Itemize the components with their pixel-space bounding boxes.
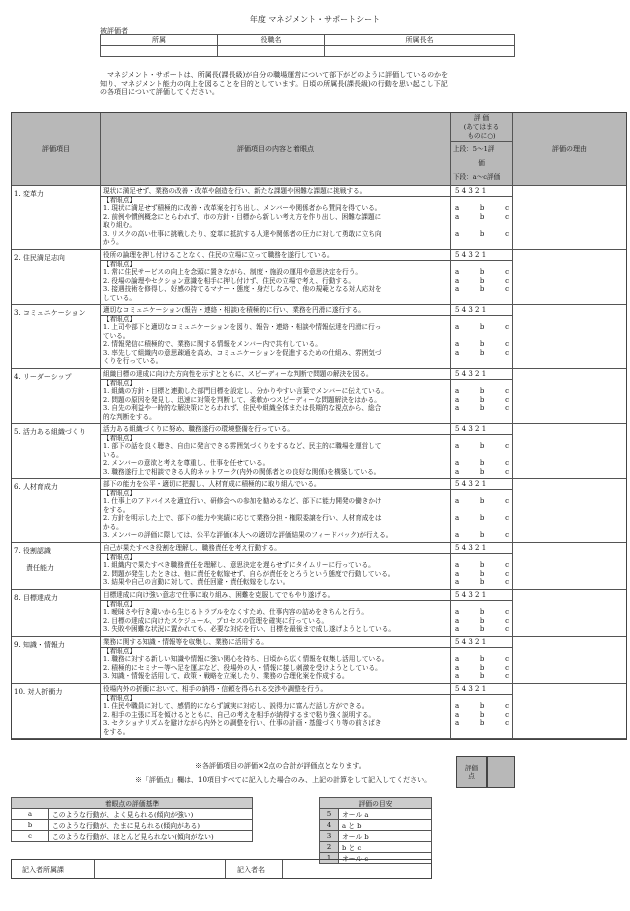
content-line: をする。 xyxy=(103,505,130,514)
section-name: 7. 役割認識 xyxy=(14,547,51,555)
abc-option[interactable]: c xyxy=(505,655,509,663)
content-line: 1. 現状に満足せず積極的に改善・改革案を打ち出し、メンバーや関係者から賛同を得ている。 xyxy=(103,204,382,212)
content-line: 活力ある組織づくりに努め、職務遂行の環境整備を行っている。 xyxy=(103,425,294,433)
criteria-right-title: 評価の目安 xyxy=(320,798,432,809)
abc-option[interactable]: b xyxy=(479,340,485,348)
score-scale[interactable]: 5 4 3 2 1 xyxy=(455,187,487,195)
abc-option[interactable]: b xyxy=(479,578,485,586)
section-eval-10[interactable] xyxy=(451,684,513,739)
abc-option[interactable]: b xyxy=(479,719,485,727)
abc-option[interactable]: c xyxy=(505,608,509,616)
note-1: ※各評価項目の評価×2点の合計が評価点となります。 xyxy=(195,762,366,770)
scale-divider xyxy=(451,379,513,380)
score-scale[interactable]: 5 4 3 2 1 xyxy=(455,685,487,693)
section-eval-5[interactable] xyxy=(451,424,513,479)
content-line: 【着眼点】 xyxy=(103,195,136,204)
abc-option[interactable]: a xyxy=(455,204,460,212)
section-reason-10[interactable] xyxy=(513,684,626,739)
abc-choice-3[interactable] xyxy=(455,349,509,357)
abc-option[interactable]: a xyxy=(455,561,460,569)
abc-option[interactable]: c xyxy=(505,387,509,395)
abc-choice-1[interactable] xyxy=(455,608,509,616)
abc-choice-1[interactable] xyxy=(455,323,509,331)
abc-option[interactable]: b xyxy=(479,323,485,331)
section-name: 4. リーダーシップ xyxy=(14,373,72,381)
page-title: 年度 マネジメント・サポートシート xyxy=(249,15,381,24)
abc-option[interactable]: a xyxy=(455,459,460,467)
section-eval-1[interactable] xyxy=(451,186,513,250)
abc-choice-3[interactable] xyxy=(455,719,509,727)
abc-option[interactable]: a xyxy=(455,578,460,586)
section-content-3 xyxy=(101,305,451,369)
content-line: 業務に関する知識・情報等を収集し、業務に活用する。 xyxy=(103,638,268,646)
content-line: 【着眼点】 xyxy=(103,552,136,561)
content-line: 【着眼点】 xyxy=(103,488,136,497)
abc-option[interactable]: a xyxy=(455,531,460,539)
abc-choice-1[interactable] xyxy=(455,497,509,505)
section-content-1 xyxy=(101,186,451,250)
abc-option[interactable]: a xyxy=(455,710,460,719)
abc-option[interactable]: b xyxy=(479,395,485,404)
dept-input[interactable] xyxy=(94,860,226,878)
line-divider xyxy=(101,647,451,648)
abc-option[interactable]: c xyxy=(505,268,509,276)
score-scale[interactable]: 5 4 3 2 1 xyxy=(455,425,487,433)
section-content-10 xyxy=(101,684,451,739)
abc-option[interactable]: a xyxy=(455,672,460,680)
section-reason-1[interactable] xyxy=(513,186,626,250)
abc-choice-1[interactable] xyxy=(455,561,509,569)
abc-option[interactable]: c xyxy=(505,702,509,710)
abc-option[interactable]: a xyxy=(455,268,460,276)
content-line: 2. 問題の原因を発見し、迅速に対策を判断して、柔軟かつスピーディーな問題解決をはかる。 xyxy=(103,395,381,404)
abc-option[interactable]: b xyxy=(479,459,485,467)
abc-choice-3[interactable] xyxy=(455,625,509,633)
abc-choice-1[interactable] xyxy=(455,655,509,663)
abc-choice-3[interactable] xyxy=(455,531,509,539)
section-reason-6[interactable] xyxy=(513,479,626,543)
abc-option[interactable]: b xyxy=(479,497,485,505)
section-item-3 xyxy=(12,305,101,369)
abc-option[interactable]: b xyxy=(479,268,485,276)
abc-option[interactable]: b xyxy=(479,608,485,616)
abc-option[interactable]: a xyxy=(455,655,460,663)
abc-option[interactable]: b xyxy=(479,531,485,539)
evaluation-table xyxy=(11,112,627,740)
section-content-9 xyxy=(101,637,451,684)
line-divider xyxy=(101,196,451,197)
abc-option[interactable]: b xyxy=(479,625,485,633)
content-line: 2. メンバーの意欲と考えを尊重し、仕事を任せている。 xyxy=(103,459,270,467)
content-line: 3. 率先して組織内の意思疎通を高め、コミュニケーションを促進するための仕組み、雰囲気づ xyxy=(103,348,382,357)
section-content-8 xyxy=(101,590,451,637)
abc-option[interactable]: c xyxy=(505,625,509,633)
section-name: 5. 活力ある組織づくり xyxy=(14,428,86,436)
abc-option[interactable]: a xyxy=(455,497,460,505)
abc-option[interactable]: a xyxy=(455,719,460,727)
section-reason-7[interactable] xyxy=(513,543,626,590)
content-line: 的な判断をする。 xyxy=(103,412,156,421)
section-eval-3[interactable] xyxy=(451,305,513,369)
abc-choice-2[interactable] xyxy=(455,213,509,221)
section-reason-5[interactable] xyxy=(513,424,626,479)
scale-divider xyxy=(451,647,513,648)
abc-choice-2[interactable] xyxy=(455,617,509,625)
abc-option[interactable]: c xyxy=(505,514,509,522)
abc-option[interactable]: b xyxy=(479,467,485,476)
section-content-5 xyxy=(101,424,451,479)
scale-divider xyxy=(451,600,513,601)
eval-header: 評 価 (あてはまる ものに○) 上段：5〜1評 価 下段：a〜c評価 xyxy=(451,113,513,186)
section-name: 1. 変革力 xyxy=(14,190,44,198)
abc-option[interactable]: c xyxy=(505,616,509,625)
content-line: 【着眼点】 xyxy=(103,646,136,655)
manager-header: 所属長名 xyxy=(325,35,515,46)
scale-divider xyxy=(451,489,513,490)
score-scale[interactable]: 5 4 3 2 1 xyxy=(455,591,487,599)
abc-option[interactable]: c xyxy=(505,323,509,331)
abc-option[interactable]: c xyxy=(505,497,509,505)
section-name-2: 責任能力 xyxy=(26,564,54,572)
score-scale[interactable]: 5 4 3 2 1 xyxy=(455,480,487,488)
section-content-6 xyxy=(101,479,451,543)
abc-option[interactable]: b xyxy=(479,276,485,285)
content-line: をする。 xyxy=(103,727,130,736)
abc-option[interactable]: a xyxy=(455,276,460,285)
abc-choice-3[interactable] xyxy=(455,230,509,238)
content-line: 【着眼点】 xyxy=(103,378,136,387)
content-line: 2. 方針を明示した上で、部下の能力や実績に応じて業務分担・権限委譲を行い、人材育成をは xyxy=(103,514,382,522)
abc-option[interactable]: a xyxy=(455,212,460,221)
line-divider xyxy=(101,600,451,601)
abc-option[interactable]: c xyxy=(505,672,509,680)
abc-option[interactable]: c xyxy=(505,348,509,357)
abc-option[interactable]: b xyxy=(479,710,485,719)
score-scale[interactable]: 5 4 3 2 1 xyxy=(455,544,487,552)
content-line: している。 xyxy=(103,293,136,302)
content-line: 2. 役場の論理やセクション意識を相手に押し付けず、住民の立場で考え、行動する。 xyxy=(103,276,356,285)
abc-choice-1[interactable] xyxy=(455,204,509,212)
abc-option[interactable]: a xyxy=(455,569,460,578)
content-line: 目標達成に向け強い意志で仕事に取り組み、困難を克服してでもやり遂げる。 xyxy=(103,591,335,599)
abc-choice-3[interactable] xyxy=(455,285,509,293)
abc-choice-2[interactable] xyxy=(455,711,509,719)
signature-row xyxy=(11,859,432,879)
abc-option[interactable]: a xyxy=(455,348,460,357)
abc-option[interactable]: a xyxy=(455,340,460,348)
content-line: 役場内外の折衝において、相手の納得・信頼を得られる交渉や調整を行う。 xyxy=(103,685,328,693)
abc-option[interactable]: a xyxy=(455,395,460,404)
content-line: 1. 職務に対する新しい知識や情報に強い関心を持ち、日頃から広く情報を収集し活用している。 xyxy=(103,655,389,663)
abc-option[interactable]: a xyxy=(455,442,460,450)
section-reason-2[interactable] xyxy=(513,250,626,305)
abc-option[interactable]: b xyxy=(479,561,485,569)
abc-option[interactable]: c xyxy=(505,229,509,238)
evaluatee-table xyxy=(100,34,515,57)
abc-option[interactable]: a xyxy=(455,616,460,625)
abc-choice-2[interactable] xyxy=(455,459,509,467)
abc-choice-1[interactable] xyxy=(455,702,509,710)
abc-option[interactable]: c xyxy=(505,212,509,221)
abc-choice-2[interactable] xyxy=(455,664,509,672)
abc-option[interactable]: b xyxy=(479,442,485,450)
score-scale[interactable]: 5 4 3 2 1 xyxy=(455,638,487,646)
abc-option[interactable]: a xyxy=(455,285,460,293)
abc-option[interactable]: a xyxy=(455,229,460,238)
line-divider xyxy=(101,434,451,435)
abc-option[interactable]: b xyxy=(479,285,485,293)
content-line: 組織目標の達成に向けた方向性を示すとともに、スピーディーな判断で問題の解決を図る。 xyxy=(103,370,373,378)
content-line: 2. 問題が発生したときは、他に責任を転嫁せず、自らが責任をとろうという態度で行動している。 xyxy=(103,569,395,578)
abc-option[interactable]: b xyxy=(479,387,485,395)
abc-option[interactable]: b xyxy=(479,229,485,238)
content-line: 1. 組織内で果たすべき職務責任を理解し、意思決定を遅らせずにタイムリーに行っている。 xyxy=(103,561,375,569)
content-line: 1. 仕事上のアドバイスを適宜行い、研修会への参加を勧めるなど、部下に能力開発の働きかけ xyxy=(103,497,382,505)
section-name: 8. 目標達成力 xyxy=(14,594,58,602)
abc-option[interactable]: b xyxy=(479,569,485,578)
abc-option[interactable]: b xyxy=(479,204,485,212)
scale-divider xyxy=(451,434,513,435)
abc-option[interactable]: b xyxy=(479,655,485,663)
content-line: 2. 積極的にセミナー等へ足を運ぶなど、役場外の人・情報に接し刺激を受けようとしている。 xyxy=(103,663,382,672)
content-line: ている。 xyxy=(103,331,130,340)
section-reason-4[interactable] xyxy=(513,369,626,424)
abc-choice-3[interactable] xyxy=(455,468,509,476)
abc-option[interactable]: c xyxy=(505,459,509,467)
content-line: 部下の能力を公平・適切に把握し、人材育成に積極的に取り組んでいる。 xyxy=(103,480,321,488)
score-field[interactable] xyxy=(487,756,515,788)
content-line: 現状に満足せず、業務の改善・改革や創造を行い、新たな課題や困難な課題に挑戦する。 xyxy=(103,187,367,195)
abc-option[interactable]: a xyxy=(455,467,460,476)
section-content-7 xyxy=(101,543,451,590)
section-reason-8[interactable] xyxy=(513,590,626,637)
position-field[interactable] xyxy=(218,46,325,57)
content-line: 取り組む。 xyxy=(103,221,136,229)
intro-text: マネジメント・サポートは、所属長(課長級)が自分の職場運営について部下がどのように評価しているのかを 知り、マネジメント能力の向上を図ることを目的としています。日頃の所属長(課長級)の行動を思い起こし下記 の各項目について評価してください。 xyxy=(100,71,449,96)
section-item-10 xyxy=(12,684,101,739)
abc-option[interactable]: c xyxy=(505,276,509,285)
content-line: 2. 情報発信に積極的で、業務に関する情報をメンバー内で共有している。 xyxy=(103,340,322,348)
abc-option[interactable]: a xyxy=(455,387,460,395)
dept-header: 所属 xyxy=(101,35,218,46)
content-line: 1. 部下の話を良く聴き、自由に発言できる雰囲気づくりをするなど、民主的に職場を運営して xyxy=(103,442,382,450)
section-reason-9[interactable] xyxy=(513,637,626,684)
content-line: 【着眼点】 xyxy=(103,433,136,442)
item-header: 評価項目 xyxy=(12,113,101,186)
content-line: 3. 結果や自己の言動に対して、責任回避・責任転嫁をしない。 xyxy=(103,578,290,586)
content-line: くりを行っている。 xyxy=(103,357,163,365)
score-scale[interactable]: 5 4 3 2 1 xyxy=(455,370,487,378)
criteria-left-table: 着眼点の評価基準 a このような行動が、よく見られる(傾向が強い) b このような行動が、たまに見られる(傾向がある) c このような行動が、ほとんど見られない(傾向がない) xyxy=(11,797,253,842)
abc-option[interactable]: c xyxy=(505,204,509,212)
abc-option[interactable]: a xyxy=(455,514,460,522)
abc-option[interactable]: a xyxy=(455,404,460,412)
abc-option[interactable]: b xyxy=(479,404,485,412)
line-divider xyxy=(101,694,451,695)
abc-option[interactable]: a xyxy=(455,702,460,710)
section-item-2 xyxy=(12,250,101,305)
line-divider xyxy=(101,379,451,380)
content-line: 1. 曖昧さや行き違いから生じるトラブルをなくすため、仕事内容の詰めをきちんと行う。 xyxy=(103,608,369,616)
abc-option[interactable]: b xyxy=(479,348,485,357)
content-line: 1. 上司や部下と適切なコミュニケーションを図り、報告・連絡・相談や情報伝達を円滑に行っ xyxy=(103,323,382,331)
section-item-7 xyxy=(12,543,101,590)
reason-header: 評価の理由 xyxy=(513,113,626,186)
scale-divider xyxy=(451,553,513,554)
content-line: かう。 xyxy=(103,238,123,246)
content-line: 3. 自先の利益や一時的な解決策にとらわれず、住民や組織全体または長期的な視点から、総合 xyxy=(103,404,382,412)
abc-option[interactable]: c xyxy=(505,710,509,719)
section-name: 9. 知識・情報力 xyxy=(14,641,65,649)
abc-option[interactable]: a xyxy=(455,608,460,616)
section-name: 3. コミュニケーション xyxy=(14,309,86,317)
abc-choice-2[interactable] xyxy=(455,396,509,404)
manager-field[interactable] xyxy=(325,46,515,57)
abc-option[interactable]: c xyxy=(505,663,509,672)
section-eval-6[interactable] xyxy=(451,479,513,543)
content-line: 2. 相手の主張に耳を傾けるとともに、自己の考えを相手が納得するまで粘り強く説明する。 xyxy=(103,710,376,719)
content-line: かる。 xyxy=(103,522,123,531)
content-header: 評価項目の内容と着眼点 xyxy=(101,113,451,186)
section-item-8 xyxy=(12,590,101,637)
abc-option[interactable]: b xyxy=(479,616,485,625)
criteria-left-title: 着眼点の評価基準 xyxy=(12,798,253,809)
score-scale[interactable]: 5 4 3 2 1 xyxy=(455,306,487,314)
content-line: 【着眼点】 xyxy=(103,693,136,702)
content-line: いる。 xyxy=(103,450,123,459)
name-input[interactable] xyxy=(282,860,432,878)
line-divider xyxy=(101,489,451,490)
abc-choice-1[interactable] xyxy=(455,268,509,276)
line-divider xyxy=(101,553,451,554)
abc-choice-1[interactable] xyxy=(455,442,509,450)
abc-option[interactable]: b xyxy=(479,663,485,672)
section-name: 2. 住民満足志向 xyxy=(14,254,65,262)
abc-option[interactable]: c xyxy=(505,395,509,404)
abc-choice-3[interactable] xyxy=(455,578,509,586)
abc-option[interactable]: c xyxy=(505,404,509,412)
name-label: 記入者名 xyxy=(237,866,265,874)
evaluatee-label: 被評価者 xyxy=(100,27,128,35)
content-line: 2. 前例や慣例概念にとらわれず、市の方針・目標から新しい考え方を作り出し、困難な課題に xyxy=(103,212,382,221)
abc-option[interactable]: a xyxy=(455,625,460,633)
line-divider xyxy=(101,260,451,261)
content-line: 3. リスクの高い仕事に挑戦したり、変革に抵抗する人達や関係者の圧力に対して勇敢に立ち向 xyxy=(103,229,382,238)
abc-option[interactable]: c xyxy=(505,340,509,348)
abc-option[interactable]: c xyxy=(505,442,509,450)
abc-choice-3[interactable] xyxy=(455,404,509,412)
abc-option[interactable]: c xyxy=(505,561,509,569)
scale-divider xyxy=(451,196,513,197)
section-item-6 xyxy=(12,479,101,543)
abc-option[interactable]: c xyxy=(505,531,509,539)
section-reason-3[interactable] xyxy=(513,305,626,369)
abc-choice-2[interactable] xyxy=(455,514,509,522)
score-label: 評価点 xyxy=(456,756,487,788)
content-line: 3. メンバーの評価に際しては、公平な評価(本人への適切な評価結果のフィードバック)が行える。 xyxy=(103,531,393,539)
content-line: 役所の論理を押し付けることなく、住民の立場に立って職務を遂行している。 xyxy=(103,251,334,259)
abc-choice-2[interactable] xyxy=(455,570,509,578)
content-line: 【着眼点】 xyxy=(103,599,136,608)
abc-option[interactable]: c xyxy=(505,569,509,578)
scale-divider xyxy=(451,260,513,261)
dept-field[interactable] xyxy=(101,46,218,57)
position-header: 役職名 xyxy=(218,35,325,46)
abc-option[interactable]: b xyxy=(479,672,485,680)
criteria-right-table: 評価の目安 5 オール a 4 a と b 3 オール b 2 b と c 1 オール c xyxy=(319,797,432,864)
content-line: 3. 失敗や困難な状況に置かれても、必要な対応を行い、目標を最後まで成し遂げようとしている。 xyxy=(103,625,395,633)
section-item-4 xyxy=(12,369,101,424)
abc-option[interactable]: b xyxy=(479,212,485,221)
dept-label: 記入者所属課 xyxy=(22,866,64,874)
section-eval-2[interactable] xyxy=(451,250,513,305)
abc-option[interactable]: c xyxy=(505,467,509,476)
section-name: 6. 人材育成力 xyxy=(14,483,58,491)
content-line: 1. 住民や職員に対して、感情的にならず誠実に対応し、説得力に富んだ話し方ができる。 xyxy=(103,702,369,710)
note-2: ※「評価点」欄は、10項目すべてに記入した場合のみ、上記の計算をして記入してください。 xyxy=(135,776,432,784)
content-line: 【着眼点】 xyxy=(103,259,136,268)
content-line: 3. 職務遂行上で相談できる人的ネットワーク(内外の関係者との良好な関係)を構築している。 xyxy=(103,467,381,476)
abc-option[interactable]: b xyxy=(479,702,485,710)
abc-option[interactable]: b xyxy=(479,514,485,522)
content-line: 3. セクショナリズムを避けながら内外との調整を行い、仕事の計画・基盤づくり等の前さばき xyxy=(103,719,382,727)
scale-divider xyxy=(451,315,513,316)
section-eval-8[interactable] xyxy=(451,590,513,637)
section-item-5 xyxy=(12,424,101,479)
section-eval-7[interactable] xyxy=(451,543,513,590)
abc-option[interactable]: c xyxy=(505,285,509,293)
content-line: 適切なコミュニケーション(報告・連絡・相談)を積極的に行い、業務を円滑に遂行する。 xyxy=(103,306,365,314)
section-item-9 xyxy=(12,637,101,684)
abc-option[interactable]: a xyxy=(455,663,460,672)
content-line: 1. 常に住民サービスの向上を念頭に置きながら、制度・施設の運用や意思決定を行う。 xyxy=(103,268,362,276)
section-content-2 xyxy=(101,250,451,305)
scale-divider xyxy=(451,694,513,695)
abc-option[interactable]: c xyxy=(505,578,509,586)
content-line: 2. 目標の達成に向けたスケジュール、プロセスの管理を確実に行っている。 xyxy=(103,616,329,625)
section-name: 10. 対人折衝力 xyxy=(14,688,63,696)
score-scale[interactable]: 5 4 3 2 1 xyxy=(455,251,487,259)
section-eval-4[interactable] xyxy=(451,369,513,424)
abc-option[interactable]: c xyxy=(505,719,509,727)
section-content-4 xyxy=(101,369,451,424)
content-line: 【着眼点】 xyxy=(103,314,136,323)
content-line: 1. 組織の方針・目標と連動した部門目標を設定し、分かりやすい言葉でメンバーに伝えている。 xyxy=(103,387,388,395)
abc-choice-3[interactable] xyxy=(455,672,509,680)
content-line: 3. 接遇技術を修得し、好感の持てるマナー・態度・身だしなみで、他の規範となる対人応対を xyxy=(103,285,382,293)
section-item-1 xyxy=(12,186,101,250)
abc-choice-2[interactable] xyxy=(455,277,509,285)
content-line: 3. 知識・情報を活用して、政策・戦略を立案したり、業務の合理化案を作成する。 xyxy=(103,672,349,680)
abc-choice-2[interactable] xyxy=(455,340,509,348)
content-line: 自己が果たすべき役割を理解し、職務責任を考え行動する。 xyxy=(103,544,281,552)
abc-choice-1[interactable] xyxy=(455,387,509,395)
section-eval-9[interactable] xyxy=(451,637,513,684)
line-divider xyxy=(101,315,451,316)
abc-option[interactable]: a xyxy=(455,323,460,331)
